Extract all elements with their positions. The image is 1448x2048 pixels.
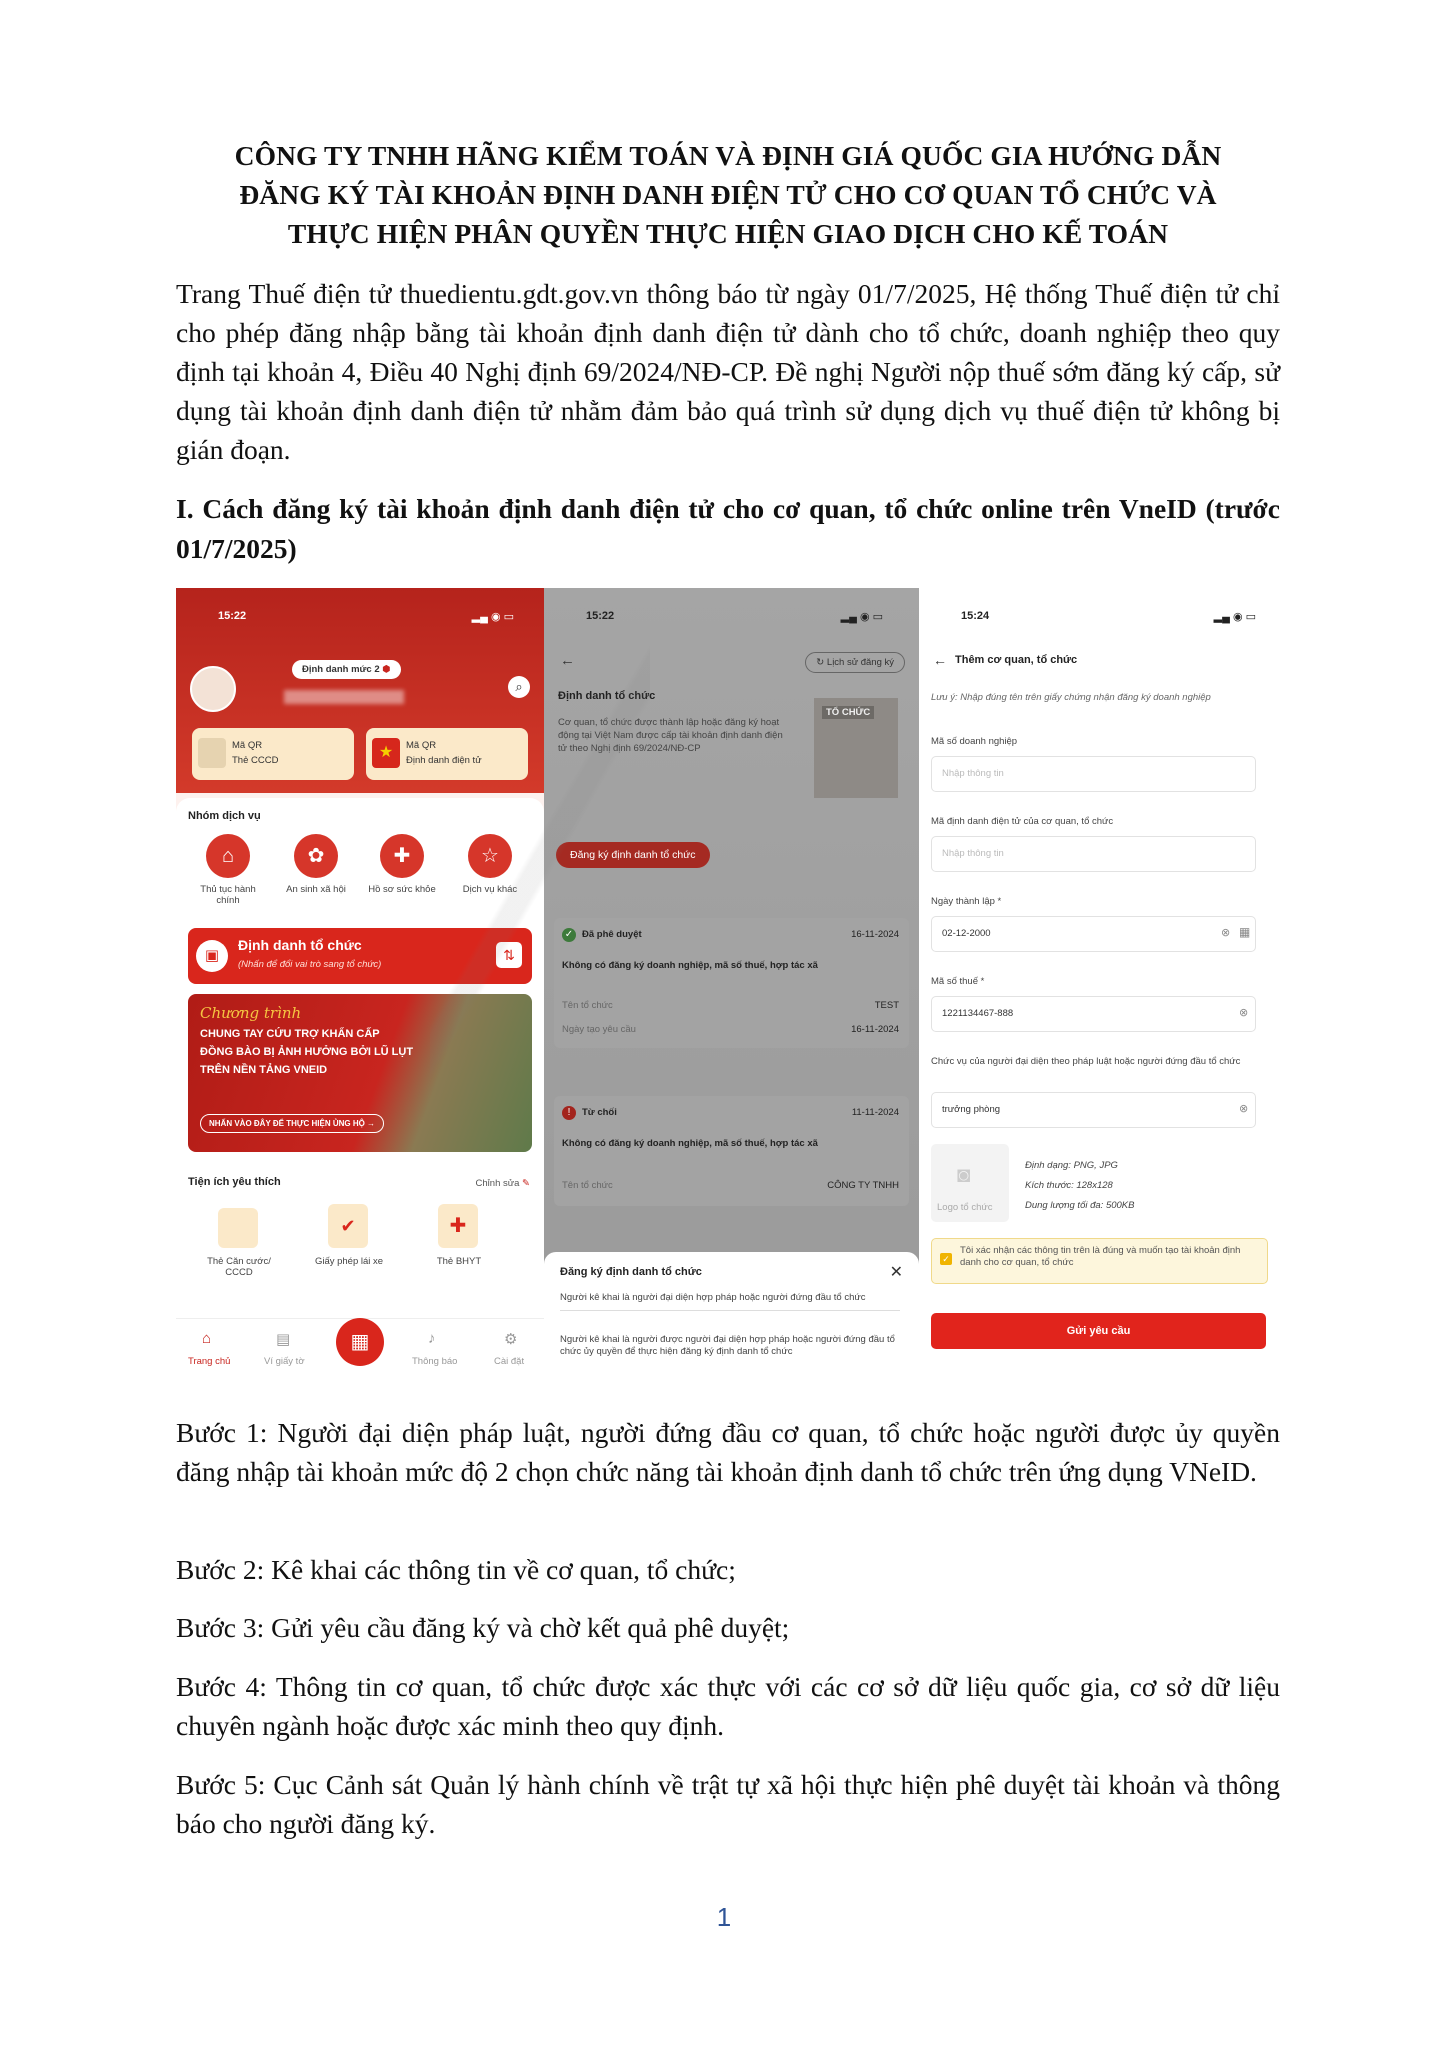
service-label-3: Hồ sơ sức khỏe xyxy=(368,884,436,895)
approved-card-title: Không có đăng ký doanh nghiệp, mã số thuế, hợp tác xã xyxy=(562,960,818,971)
fav-label-2: Giấy phép lái xe xyxy=(314,1256,384,1267)
field-business-code-input[interactable]: Nhập thông tin xyxy=(931,756,1256,792)
document-title xyxy=(176,136,1280,253)
back-arrow-icon[interactable]: ← xyxy=(933,652,947,668)
service-label-1: Thủ tục hành chính xyxy=(200,884,256,906)
approved-org-name-label: Tên tổ chức xyxy=(562,1000,613,1011)
status-time: 15:22 xyxy=(586,610,615,622)
alert-icon: ! xyxy=(562,1106,576,1120)
close-icon[interactable]: ✕ xyxy=(889,1264,903,1281)
service-group-label: Nhóm dịch vụ xyxy=(188,810,261,822)
step-3: Bước 3: Gửi yêu cầu đăng ký và chờ kết quả phê duyệt; xyxy=(176,1612,790,1643)
logo-size: Kích thước: 128x128 xyxy=(1025,1180,1113,1191)
status-time: 15:24 xyxy=(961,610,990,622)
title-line-2: ĐĂNG KÝ TÀI KHOẢN ĐỊNH DANH ĐIỆN TỬ CHO CƠ QUAN TỔ CHỨC VÀ xyxy=(239,179,1217,210)
intro-paragraph: Trang Thuế điện tử thuedientu.gdt.gov.vn thông báo từ ngày 01/7/2025, Hệ thống Thuế điện tử chỉ cho phép đăng nhập bằng tài khoản định danh điện tử dành cho tổ chức, doanh nghiệp theo quy định tại khoản 4, Điều 40 Nghị định 69/2024/NĐ-CP. Đề nghị Người nộp thuế sớm đăng ký cấp, sử dụng tài khoản định danh điện tử nhằm đảm bảo quá trình sử dụng dịch vụ thuế điện tử không bị gián đoạn. xyxy=(176,278,1280,465)
qr-card-cccd-line1: Mã QR xyxy=(232,740,263,751)
rejected-org-name: CÔNG TY TNHH xyxy=(827,1180,899,1191)
sheet-option-authorized[interactable]: Người kê khai là người được người đại diện hợp pháp hoặc người đứng đầu tổ chức ủy quyền để thực hiện đăng ký định danh tổ chức xyxy=(560,1334,895,1357)
level-badge xyxy=(292,660,401,679)
pencil-icon: ✎ xyxy=(522,1178,530,1189)
field-tax-code-label: Mã số thuế * xyxy=(931,976,985,987)
avatar[interactable] xyxy=(190,666,236,712)
step-2: Bước 2: Kê khai các thông tin về cơ quan, tổ chức; xyxy=(176,1554,736,1585)
fav-label-1: Thẻ Căn cước/ CCCD xyxy=(207,1256,271,1278)
field-org-id-label: Mã định danh điện tử của cơ quan, tổ chức xyxy=(931,816,1114,827)
rejected-date: 11-11-2024 xyxy=(851,1107,899,1118)
national-emblem-icon: ★ xyxy=(372,738,400,768)
org-identity-title: Định danh tổ chức xyxy=(238,937,362,953)
confirm-text: Tôi xác nhận các thông tin trên là đúng và muốn tạo tài khoản định danh cho cơ quan, tổ chức xyxy=(960,1245,1241,1268)
status-time: 15:22 xyxy=(218,610,247,622)
field-founded-label: Ngày thành lập * xyxy=(931,896,1002,907)
field-position-input[interactable]: trưởng phòng xyxy=(931,1092,1256,1128)
clear-icon[interactable]: ⊗ xyxy=(1239,1103,1249,1115)
sheet-title: Đăng ký định danh tổ chức xyxy=(560,1266,702,1278)
screen-title: Thêm cơ quan, tổ chức xyxy=(955,654,1078,666)
driver-license-icon[interactable]: ✔ xyxy=(328,1204,368,1248)
social-security-icon[interactable]: ✿ xyxy=(294,834,338,878)
sheet-option-representative[interactable]: Người kê khai là người đại diện hợp pháp hoặc người đứng đầu tổ chức xyxy=(560,1292,900,1311)
approved-date: 16-11-2024 xyxy=(851,929,899,940)
org-tag: TỔ CHỨC xyxy=(822,706,874,719)
org-icon: ▣ xyxy=(196,940,228,972)
history-label: Lịch sử đăng ký xyxy=(826,657,894,668)
qr-card-digital-line2: Định danh điện tử xyxy=(406,755,482,766)
screen-title: Định danh tổ chức xyxy=(558,690,656,702)
status-icons: ▂▄ ◉ ▭ xyxy=(471,611,514,623)
shield-icon: ⬢ xyxy=(382,664,391,675)
nav-wallet-label[interactable]: Ví giấy tờ xyxy=(264,1356,305,1367)
home-icon[interactable]: ⌂ xyxy=(202,1330,212,1347)
banner-line-1: CHUNG TAY CỨU TRỢ KHẨN CẤP xyxy=(200,1028,380,1040)
org-identity-subtitle: (Nhấn để đổi vai trò sang tổ chức) xyxy=(238,959,382,970)
field-position-label: Chức vụ của người đại diện theo pháp luật hoặc người đứng đầu tổ chức xyxy=(931,1056,1241,1067)
calendar-icon[interactable]: ▦ xyxy=(1239,925,1251,939)
logo-label: Logo tổ chức xyxy=(937,1202,993,1213)
back-arrow-icon[interactable]: ← xyxy=(560,652,575,669)
logo-capacity: Dung lượng tối đa: 500KB xyxy=(1025,1200,1135,1211)
service-label-4: Dịch vụ khác xyxy=(462,884,518,895)
approved-org-name: TEST xyxy=(874,1000,899,1011)
fav-label-3: Thẻ BHYT xyxy=(436,1256,482,1267)
banner-cta[interactable]: NHẤN VÀO ĐÂY ĐỂ THỰC HIỆN ỦNG HỘ → xyxy=(200,1114,384,1133)
screen-description: Cơ quan, tổ chức được thành lập hoặc đăng ký hoạt động tại Việt Nam được cấp tài khoản định danh điện tử theo Nghị định 69/2024/NĐ-CP xyxy=(558,717,783,754)
banner-line-2: ĐỒNG BÀO BỊ ẢNH HƯỞNG BỞI LŨ LỤT xyxy=(200,1046,414,1058)
nav-settings-label[interactable]: Cài đặt xyxy=(494,1356,525,1367)
favorites-label: Tiện ích yêu thích xyxy=(188,1176,281,1188)
title-line-1: CÔNG TY TNHH HÃNG KIỂM TOÁN VÀ ĐỊNH GIÁ QUỐC GIA HƯỚNG DẪN xyxy=(234,140,1222,171)
step-5: Bước 5: Cục Cảnh sát Quản lý hành chính về trật tự xã hội thực hiện phê duyệt tài khoản và thông báo cho người đăng ký. xyxy=(176,1769,1280,1839)
field-tax-code-input[interactable]: 1221134467-888 xyxy=(931,996,1256,1032)
page-number: 1 xyxy=(716,1902,732,1932)
other-services-icon[interactable]: ☆ xyxy=(468,834,512,878)
confirm-checkbox[interactable]: ✓ xyxy=(940,1253,952,1265)
blurred-name xyxy=(284,690,404,704)
switch-role-icon[interactable]: ⇅ xyxy=(496,942,522,968)
step-1: Bước 1: Người đại diện pháp luật, người đứng đầu cơ quan, tổ chức hoặc người được ủy quyền đăng nhập tài khoản mức độ 2 chọn chức năng tài khoản định danh tổ chức trên ứng dụng VNeID. xyxy=(176,1417,1280,1487)
submit-request-button[interactable]: Gửi yêu cầu xyxy=(931,1313,1266,1349)
building-illustration xyxy=(814,698,898,798)
admin-procedure-icon[interactable]: ⌂ xyxy=(206,834,250,878)
section-1-heading: I. Cách đăng ký tài khoản định danh điện tử cho cơ quan, tổ chức online trên VneID (trước 01/7/2025) xyxy=(176,493,1280,564)
favorites-edit-text: Chỉnh sửa xyxy=(475,1178,520,1189)
health-record-icon[interactable]: ✚ xyxy=(380,834,424,878)
status-icons: ▂▄ ◉ ▭ xyxy=(1213,611,1256,623)
center-action-icon[interactable]: ▦ xyxy=(336,1318,384,1366)
search-icon[interactable]: ⌕ xyxy=(508,676,530,698)
service-label-2: An sinh xã hội xyxy=(286,884,346,895)
banner-script: Chương trình xyxy=(200,1004,302,1022)
approved-created-label: Ngày tạo yêu cầu xyxy=(562,1024,636,1035)
citizen-card-icon[interactable] xyxy=(218,1208,258,1248)
settings-icon[interactable]: ⚙ xyxy=(504,1331,518,1348)
field-founded-input[interactable] xyxy=(931,916,1256,952)
rejected-status: Từ chối xyxy=(582,1107,617,1118)
register-org-button[interactable]: Đăng ký định danh tổ chức xyxy=(556,842,710,868)
status-icons: ▂▄ ◉ ▭ xyxy=(840,611,883,623)
banner-line-3: TRÊN NỀN TẢNG VNEID xyxy=(200,1064,328,1076)
level-badge-text: Định danh mức 2 xyxy=(302,664,380,675)
history-button[interactable] xyxy=(805,652,905,673)
note-text: Lưu ý: Nhập đúng tên trên giấy chứng nhận đăng ký doanh nghiệp xyxy=(931,692,1211,703)
logo-format: Định dạng: PNG, JPG xyxy=(1025,1160,1118,1171)
step-4: Bước 4: Thông tin cơ quan, tổ chức được xác thực với các cơ sở dữ liệu quốc gia, cơ sở dữ liệu chuyên ngành hoặc được xác minh theo quy định. xyxy=(176,1671,1280,1741)
clear-icon[interactable]: ⊗ xyxy=(1239,1007,1249,1019)
qr-card-cccd-line2: Thẻ CCCD xyxy=(232,755,279,766)
confirm-box xyxy=(931,1238,1268,1284)
nav-home-label[interactable]: Trang chủ xyxy=(188,1356,231,1367)
bell-icon[interactable]: ♪ xyxy=(428,1330,436,1347)
check-icon: ✓ xyxy=(562,928,576,942)
history-icon: ↻ xyxy=(816,657,825,668)
rejected-card-title: Không có đăng ký doanh nghiệp, mã số thuế, hợp tác xã xyxy=(562,1138,818,1149)
wallet-icon[interactable]: ▤ xyxy=(276,1331,291,1348)
vneid-screenshots xyxy=(176,588,1278,1383)
id-card-icon xyxy=(198,738,226,768)
camera-icon: ◙ xyxy=(957,1162,971,1187)
field-founded-value: 02-12-2000 xyxy=(942,928,991,939)
field-business-code-label: Mã số doanh nghiệp xyxy=(931,736,1018,747)
screen-add-organization xyxy=(919,588,1278,1383)
approved-created-date: 16-11-2024 xyxy=(851,1024,899,1035)
rejected-org-name-label: Tên tổ chức xyxy=(562,1180,613,1191)
logo-upload[interactable] xyxy=(931,1144,1009,1222)
health-insurance-icon[interactable]: ✚ xyxy=(438,1204,478,1248)
qr-card-digital-line1: Mã QR xyxy=(406,740,437,751)
field-org-id-input[interactable]: Nhập thông tin xyxy=(931,836,1256,872)
qr-card-cccd[interactable] xyxy=(192,728,354,780)
nav-notify-label[interactable]: Thông báo xyxy=(412,1356,458,1367)
approved-status: Đã phê duyệt xyxy=(582,929,642,940)
clear-icon[interactable]: ⊗ xyxy=(1221,927,1231,939)
watermark xyxy=(430,560,650,1340)
title-line-3: THỰC HIỆN PHÂN QUYỀN THỰC HIỆN GIAO DỊCH CHO KẾ TOÁN xyxy=(287,218,1169,249)
